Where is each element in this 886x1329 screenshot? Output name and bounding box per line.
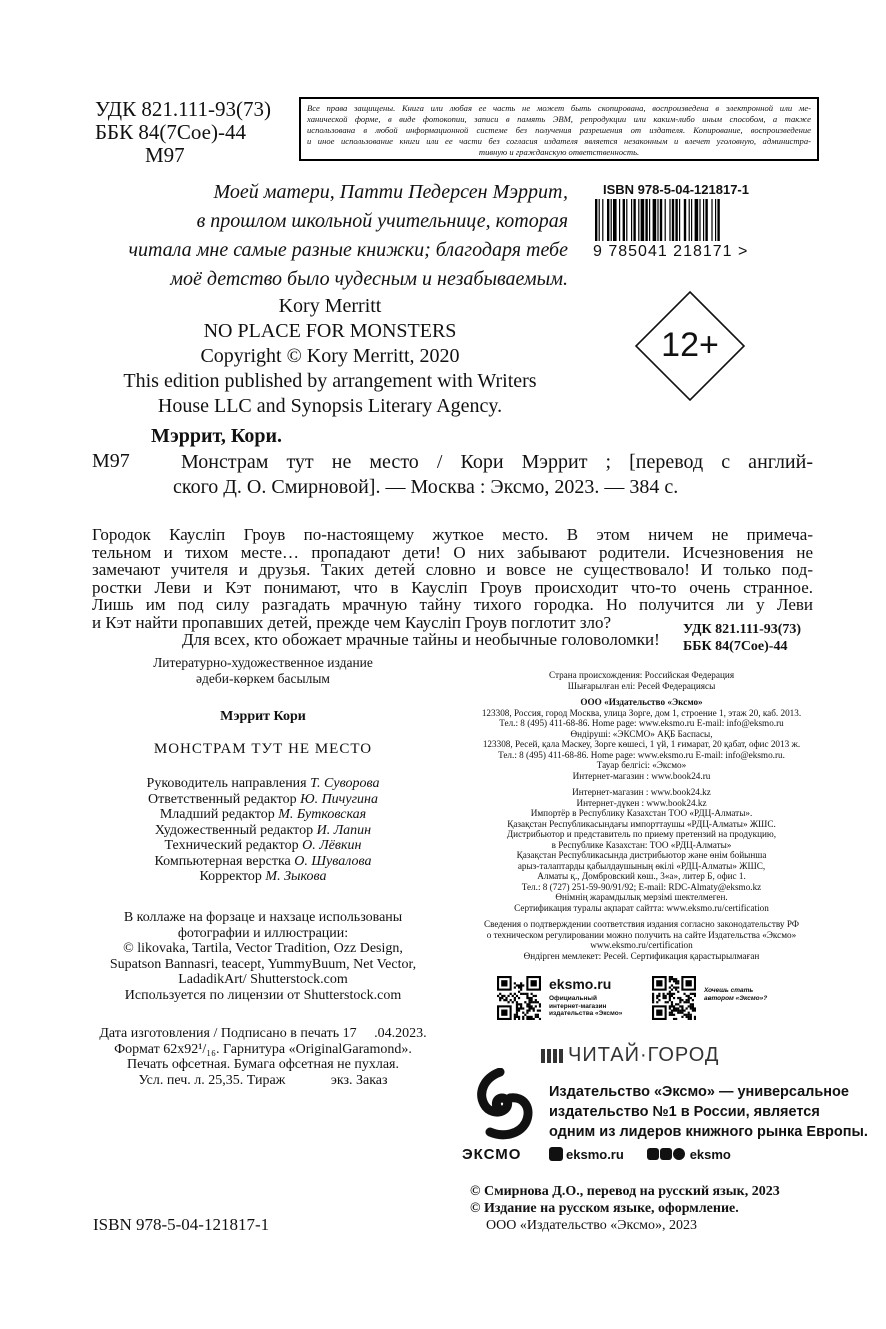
bottom-codes (683, 621, 801, 655)
credits-line: фотографии и иллюстрации: (177, 925, 349, 941)
imprint-line: Шығарылған елі: Ресей Федерациясы (567, 680, 716, 691)
imprint-line: Сведения о подтверждении соответствия издания согласно законодательству РФ (483, 919, 800, 929)
barcode-number: 9 785041 218171 > (593, 243, 749, 260)
imprint-line: о техническом регулировании можно получить на сайте Издательства «Эксмо» (486, 929, 797, 940)
catalog-line: ского Д. О. Смирновой]. — Москва : Эксмо, 2023. — 384 с. (173, 476, 679, 498)
staff-row (90, 869, 436, 885)
staff-row (90, 823, 436, 839)
rights-notice (299, 97, 819, 161)
udk-code: УДК 821.111-93(73) (95, 97, 271, 121)
catalog-author: Мэррит, Кори. (151, 425, 283, 447)
dedication-line: Моей матери, Патти Педерсен Мэррит, (213, 181, 568, 203)
staff-role: Корректор (199, 869, 266, 884)
qr-code-icon (652, 976, 696, 1020)
eksmo-wordmark: ЭКСМО (462, 1146, 522, 1163)
print-info (90, 1026, 436, 1088)
imprint-line: Алматы қ., Домбровский көш., 3«а», литер Б, офис 1. (537, 871, 746, 881)
ok-icon (660, 1148, 672, 1160)
imprint-line: Тел.: 8 (727) 251-59-90/91/92; E-mail: RDC-Almaty@eksmo.kz (521, 881, 762, 892)
staff-name: М. Зыкова (265, 869, 327, 884)
annotation-line: ростки Леви и Кэт понимают, что в Каусліп Гроув происходит что-то очень странное. (92, 577, 813, 597)
credits-line: Используется по лицензии от Shutterstock.com (124, 987, 402, 1003)
promo-line: Издательство «Эксмо» — универсальное (549, 1084, 849, 1100)
chitai-gorod-wordmark: ЧИТАЙ·ГОРОД (568, 1044, 720, 1066)
udk-code-bottom: УДК 821.111-93(73) (683, 622, 802, 637)
print-info-line: Усл. печ. л. 25,35. Тираж экз. Заказ (138, 1072, 388, 1088)
bbk-code: ББК 84(7Сое)-44 (95, 120, 246, 144)
staff-role: Художественный редактор (154, 822, 317, 838)
print-info-line: Дата изготовления / Подписано в печать 17 .04.2023. (99, 1026, 427, 1041)
edition-note: This edition published by arrangement with Writers (123, 370, 537, 392)
imprint-line: Дистрибьютор и представитель по приему претензий на продукцию, (506, 829, 777, 839)
copyright-line: © Издание на русском языке, оформление. (470, 1201, 739, 1216)
genre-line: әдеби-көркем басылым (196, 671, 330, 686)
genre-line: Литературно-художественное издание (153, 655, 373, 670)
caption-line: издательства «Эксмо» (549, 1010, 623, 1017)
staff-row (90, 854, 436, 870)
credits-line: В коллаже на форзаце и нахзаце использованы (123, 910, 403, 925)
staff-role: Младший редактор (159, 807, 279, 822)
staff-role: Руководитель направления (146, 776, 311, 791)
original-title: NO PLACE FOR MONSTERS (203, 320, 457, 342)
caption-line: Хочешь стать (704, 987, 754, 994)
annotation-line: замечают учителя и друзья. Таких детей словно и вовсе не существовало! И только под- (92, 560, 813, 579)
staff-name: Ю. Пичугина (300, 791, 378, 807)
staff-row (90, 838, 436, 854)
dedication-line: в прошлом школьной учительнице, которая (196, 210, 568, 232)
staff-role: Ответственный редактор (147, 791, 301, 807)
image-credits (90, 910, 436, 1003)
isbn-bottom: ISBN 978-5-04-121817-1 (93, 1215, 270, 1234)
publisher-promo (549, 1082, 868, 1142)
annotation-audience: Для всех, кто обожает мрачные тайны и необычные головоломки! (182, 630, 660, 649)
rights-line: использована в любой информационной системе без получения разрешения от издателя. Копирование, воспроизведение (307, 125, 811, 135)
imprint-line: Интернет-магазин : www.book24.ru (572, 770, 711, 781)
staff-name: Т. Суворова (310, 776, 380, 791)
rights-line: Все права защищены. Книга или любая ее часть не может быть скопирована, воспроизведена в электронной или ме- (307, 103, 811, 113)
promo-line: издательство №1 в России, является (549, 1104, 820, 1120)
imprint-line: Импортёр в Республику Казахстан ТОО «РДЦ-Алматы». (530, 808, 753, 818)
social-site: eksmo.ru (566, 1147, 624, 1162)
imprint-line: Өндіруші: «ЭКСМО» АҚБ Баспасы, (570, 728, 713, 739)
edition-note: House LLC and Synopsis Literary Agency. (157, 395, 503, 417)
staff-row (90, 792, 436, 808)
rights-line: тивную и гражданскую ответственность. (478, 147, 640, 157)
annotation-line: Городок Каусліп Гроув по-настоящему жуткое место. В этом ничем не примеча- (92, 525, 813, 544)
publisher-imprint (454, 670, 829, 961)
eksmo-site-label: eksmo.ru (549, 976, 612, 992)
author-invite-caption (704, 987, 767, 1002)
credits-line: © likovaka, Tartila, Vector Tradition, Ozz Design, (123, 941, 403, 956)
original-copyright (92, 294, 568, 419)
imprint-line: 123308, Россия, город Москва, улица Зорге, дом 1, строение 1, этаж 20, каб. 2013. (481, 707, 802, 718)
social-handle: eksmo (689, 1147, 731, 1162)
classification-codes (95, 98, 271, 167)
copyright-line: © Смирнова Д.О., перевод на русский язык, 2023 (470, 1184, 780, 1199)
annotation-line: Лишь им под силу разгадать мрачную тайну тихого городка. Но получится ли у Леви (92, 595, 813, 614)
original-copyright-line: Copyright © Kory Merritt, 2020 (200, 345, 460, 367)
imprint-line: Страна происхождения: Российская Федерация (548, 670, 735, 680)
imprint-line: Өндірген мемлекет: Ресей. Сертификация қарастырылмаған (523, 950, 760, 961)
eksmo-site-caption (549, 995, 622, 1018)
rights-line: ханической форме, в виде фотокопии, записи в память ЭВМ, репродукции или каким-либо иным способом, а также (307, 114, 811, 124)
promo-line: одним из лидеров книжного рынка Европы. (549, 1124, 868, 1140)
credits-line: Supatson Bannasri, teacept, YummyBuum, Net Vector, (109, 956, 417, 972)
social-links (549, 1147, 731, 1162)
dedication-line: читала мне самые разные книжки; благодаря тебе (128, 239, 568, 261)
imprint-line: Қазақстан Республикасында дистрибьютор және өнім бойынша (516, 850, 767, 860)
original-author: Kory Merritt (278, 295, 382, 317)
credits-line: LadadikArt/ Shutterstock.com (178, 972, 348, 987)
print-info-line: Формат 62x92¹/₁₆. Гарнитура «OriginalGaramond». (114, 1041, 412, 1057)
staff-name: И. Лапин (316, 822, 372, 838)
caption-line: интернет-магазин (549, 1002, 607, 1010)
imprint-line: www.eksmo.ru/certification (590, 940, 693, 950)
vk-icon (647, 1148, 659, 1160)
staff-row (90, 807, 436, 823)
book-title: МОНСТРАМ ТУТ НЕ МЕСТО (153, 741, 373, 757)
staff-row (90, 776, 436, 792)
qr-code-icon (497, 976, 541, 1020)
bbk-code-bottom: ББК 84(7Сое)-44 (683, 639, 788, 654)
imprint-line: Интернет-магазин : www.book24.kz (572, 787, 711, 797)
barcode-isbn-label: ISBN 978-5-04-121817-1 (603, 182, 749, 197)
imprint-line: Тел.: 8 (495) 411-68-86. Home page: www.eksmo.ru E-mail: info@eksmo.ru. (498, 749, 785, 760)
eksmo-logo-icon (470, 1068, 540, 1140)
author-name: Мэррит Кори (220, 709, 306, 724)
rights-line: и иное использование книги или ее части без согласия издателя является незаконным и влечет уголовную, администра- (307, 136, 811, 146)
imprint-line: Интернет-дүкен : www.book24.kz (576, 797, 707, 808)
staff-list (90, 776, 436, 885)
catalog-mark: М97 (92, 450, 130, 472)
staff-role: Компьютерная верстка (154, 853, 295, 869)
imprint-line: Тел.: 8 (495) 411-68-86. Home page: www.eksmo.ru E-mail: info@eksmo.ru (499, 718, 784, 728)
genre-label (90, 655, 436, 687)
imprint-line: Қазақстан Республикасындағы импорттаушы «РДЦ-Алматы» ЖШС. (507, 818, 776, 829)
copyright-line: ООО «Издательство «Эксмо», 2023 (486, 1218, 698, 1233)
author-mark: М97 (145, 143, 185, 167)
print-info-line: Печать офсетная. Бумага офсетная не пухлая. (126, 1057, 399, 1072)
caption-line: Официальный (549, 995, 597, 1002)
imprint-line: 123308, Ресей, қала Мәскеу, Зорге көшесі, 1 үй, 1 ғимарат, 20 қабат, офис 2013 ж. (482, 739, 801, 749)
staff-name: М. Бутковская (278, 807, 367, 822)
imprint-line: Сертификация туралы ақпарат сайтта: www.eksmo.ru/certification (514, 902, 769, 913)
catalog-description (173, 450, 813, 500)
age-rating: 12+ (661, 326, 719, 364)
copyright-block (470, 1183, 780, 1234)
imprint-line: Тауар белгісі: «Эксмо» (596, 760, 687, 770)
imprint-line: арыз-талаптарды қабылдаушының өкілі «РДЦ-Алматы» ЖШС, (517, 860, 766, 871)
dedication (96, 178, 568, 294)
barcode-icon (593, 199, 761, 241)
catalog-line: Монстрам тут не место / Кори Мэррит ; [перевод с англий- (181, 451, 813, 473)
caption-line: автором «Эксмо»? (704, 994, 768, 1002)
annotation-line: тельном и тихом месте… пропадают дети! О них забывают родители. Исчезновения не (92, 542, 813, 562)
staff-name: О. Лёвкин (302, 838, 362, 853)
imprint-line: ООО «Издательство «Эксмо» (580, 697, 703, 707)
imprint-line: в Республике Казахстан: ТОО «РДЦ-Алматы» (551, 839, 732, 850)
telegram-icon (673, 1148, 685, 1160)
staff-role: Технический редактор (164, 838, 303, 853)
web-icon (549, 1147, 563, 1161)
staff-name: О. Шувалова (294, 853, 372, 869)
imprint-line: Өнімнің жарамдылық мерзімі шектелмеген. (555, 892, 728, 902)
dedication-line: моё детство было чудесным и незабываемым. (170, 268, 568, 290)
annotation-line: и Кэт найти пропавших детей, прежде чем Каусліп Гроув поглотит зло? (92, 612, 612, 632)
